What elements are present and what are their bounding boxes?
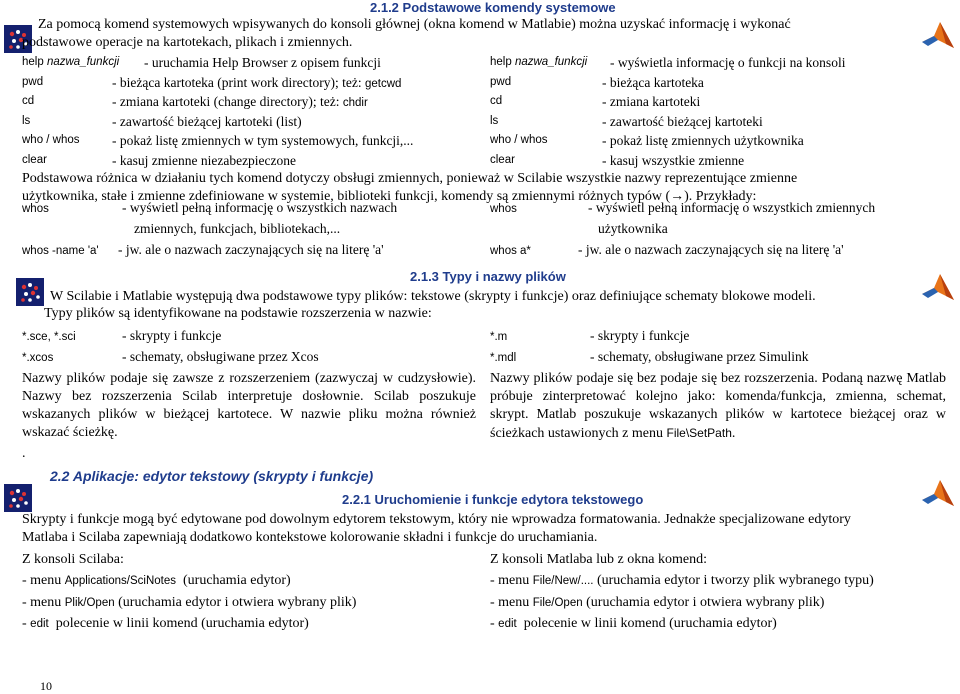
- whos-name-desc: - jw. ale o nazwach zaczynających się na literę 'a': [118, 242, 384, 257]
- types-title: 2.1.3 Typy i nazwy plików: [410, 269, 566, 284]
- cmd-help: help nazwa_funkcji: [22, 56, 120, 68]
- cmd-desc: - zawartość bieżącej kartoteki (list): [112, 114, 302, 129]
- cmd-pwd: pwd: [22, 76, 44, 88]
- cmd-desc: - zmiana kartoteki: [602, 94, 701, 109]
- start-title: 2.2.1 Uruchomienie i funkcje edytora tekstowego: [342, 492, 644, 507]
- cmd-help: help nazwa_funkcji: [490, 56, 588, 68]
- stray-dot: .: [22, 446, 26, 461]
- ext-scilab-schemes: *.xcos: [22, 352, 54, 364]
- ext-desc: - skrypty i funkcje: [590, 328, 690, 343]
- cmd-ls: ls: [22, 115, 31, 127]
- names-note-matlab: Nazwy plików podaje się bez podaje się bez rozszerzenia. Podaną nazwę Matlab próbuje zinterpretować kolejno jako: komenda/funkcja, zmienna, schemat, skrypt. Matlab poszukuje wskazanych plików w kartotece bieżącej oraz w ścieżkach ustawionych z menu File\SetPath.: [490, 371, 946, 441]
- scilab-heading: Z konsoli Scilaba:: [22, 552, 124, 567]
- diff-line-2: użytkownika, stałe i zmienne zdefiniowane w systemie, biblioteki funkcji, komendy są zmiennymi różnych typów (→). Przykłady:: [22, 189, 757, 204]
- cmd-pwd: pwd: [490, 76, 512, 88]
- scilab-logo: [4, 484, 32, 512]
- whos-cmd: whos: [490, 203, 517, 215]
- cmd-who: who / whos: [490, 134, 548, 146]
- cmd-desc: - uruchamia Help Browser z opisem funkcji: [144, 55, 381, 70]
- cmd-clear: clear: [22, 154, 47, 166]
- cmd-desc: - zawartość bieżącej kartoteki: [602, 114, 763, 129]
- matlab-logo: [920, 476, 956, 512]
- ext-desc: - schematy, obsługiwane przez Xcos: [122, 349, 319, 364]
- cmd-desc: - bieżąca kartoteka: [602, 75, 704, 90]
- whos-desc-cont: zmiennych, funkcjach, bibliotekach,...: [134, 221, 341, 236]
- intro-line-1: Za pomocą komend systemowych wpisywanych do konsoli głównej (okna komend w Matlabie) można uzyskać informację i wykonać: [38, 17, 791, 32]
- cmd-desc: - zmiana kartoteki (change directory); też: chdir: [112, 94, 368, 109]
- whos-cmd: whos: [22, 203, 49, 215]
- apps-title: 2.2 Aplikacje: edytor tekstowy (skrypty i funkcje): [50, 468, 374, 484]
- cmd-desc: - bieżąca kartoteka (print work directory); też: getcwd: [112, 75, 402, 90]
- intro-line-2: podstawowe operacje na kartotekach, plikach i zmiennych.: [22, 35, 353, 50]
- scilab-item: - menu Plik/Open (uruchamia edytor i otwiera wybrany plik): [22, 595, 357, 610]
- matlab-item: - menu File/Open (uruchamia edytor i otwiera wybrany plik): [490, 595, 825, 610]
- cmd-ls: ls: [490, 115, 499, 127]
- whos-desc-cont: użytkownika: [598, 221, 668, 236]
- start-line-2: Matlaba i Scilaba zapewniają dodatkowo kontekstowe kolorowanie składni i funkcje do uruchamiania.: [22, 530, 598, 545]
- scilab-logo: [16, 278, 44, 306]
- scilab-item: - menu Applications/SciNotes (uruchamia edytor): [22, 573, 291, 588]
- cmd-desc: - kasuj wszystkie zmienne: [602, 153, 745, 168]
- matlab-logo: [920, 18, 956, 54]
- matlab-item: - edit polecenie w linii komend (uruchamia edytor): [490, 616, 777, 631]
- ext-matlab-scripts: *.m: [490, 331, 508, 343]
- types-line-2: Typy plików są identyfikowane na podstawie rozszerzenia w nazwie:: [44, 306, 432, 321]
- whos-name-cmd: whos -name 'a': [22, 245, 99, 257]
- whos-desc: - wyświetl pełną informację o wszystkich nazwach: [122, 200, 398, 215]
- ext-matlab-schemes: *.mdl: [490, 352, 517, 364]
- diff-line-1: Podstawowa różnica w działaniu tych komend dotyczy obsługi zmiennych, ponieważ w Scilabie wszystkie nazwy reprezentujące zmienne: [22, 171, 798, 186]
- cmd-desc: - kasuj zmienne niezabezpieczone: [112, 153, 297, 168]
- ext-desc: - skrypty i funkcje: [122, 328, 222, 343]
- cmd-desc: - pokaż listę zmiennych użytkownika: [602, 133, 804, 148]
- whos-a-desc: - jw. ale o nazwach zaczynających się na literę 'a': [578, 242, 844, 257]
- cmd-who: who / whos: [22, 134, 80, 146]
- cmd-desc: - wyświetla informację o funkcji na konsoli: [610, 55, 846, 70]
- start-line-1: Skrypty i funkcje mogą być edytowane pod dowolnym edytorem tekstowym, który nie wprowadza formatowania. Jednakże specjalizowane edytory: [22, 512, 851, 527]
- names-note-scilab: Nazwy plików podaje się zawsze z rozszerzeniem (zazwyczaj w cudzysłowie). Nazwy bez rozszerzenia Scilab interpretuje dosłownie. Scilab poszukuje wskazanych plików w bieżącej kartotece. W nazwie pliku można również wskazać ścieżkę.: [22, 371, 476, 440]
- ext-scilab-scripts: *.sce, *.sci: [22, 331, 76, 343]
- cmd-cd: cd: [490, 95, 503, 107]
- matlab-item: - menu File/New/.... (uruchamia edytor i tworzy plik wybranego typu): [490, 573, 874, 588]
- types-line-1: W Scilabie i Matlabie występują dwa podstawowe typy plików: tekstowe (skrypty i funkcje) oraz definiujące schematy blokowe modeli.: [50, 289, 816, 304]
- cmd-clear: clear: [490, 154, 515, 166]
- scilab-item: - edit polecenie w linii komend (uruchamia edytor): [22, 616, 309, 631]
- matlab-heading: Z konsoli Matlaba lub z okna komend:: [490, 552, 707, 567]
- matlab-logo: [920, 270, 956, 306]
- section-title: 2.1.2 Podstawowe komendy systemowe: [370, 0, 616, 15]
- whos-a-cmd: whos a*: [490, 245, 531, 257]
- page-number: 10: [40, 679, 52, 693]
- cmd-desc: - pokaż listę zmiennych w tym systemowych, funkcji,...: [112, 133, 414, 148]
- ext-desc: - schematy, obsługiwane przez Simulink: [590, 349, 809, 364]
- cmd-cd: cd: [22, 95, 35, 107]
- whos-desc: - wyświetl pełną informację o wszystkich zmiennych: [588, 200, 876, 215]
